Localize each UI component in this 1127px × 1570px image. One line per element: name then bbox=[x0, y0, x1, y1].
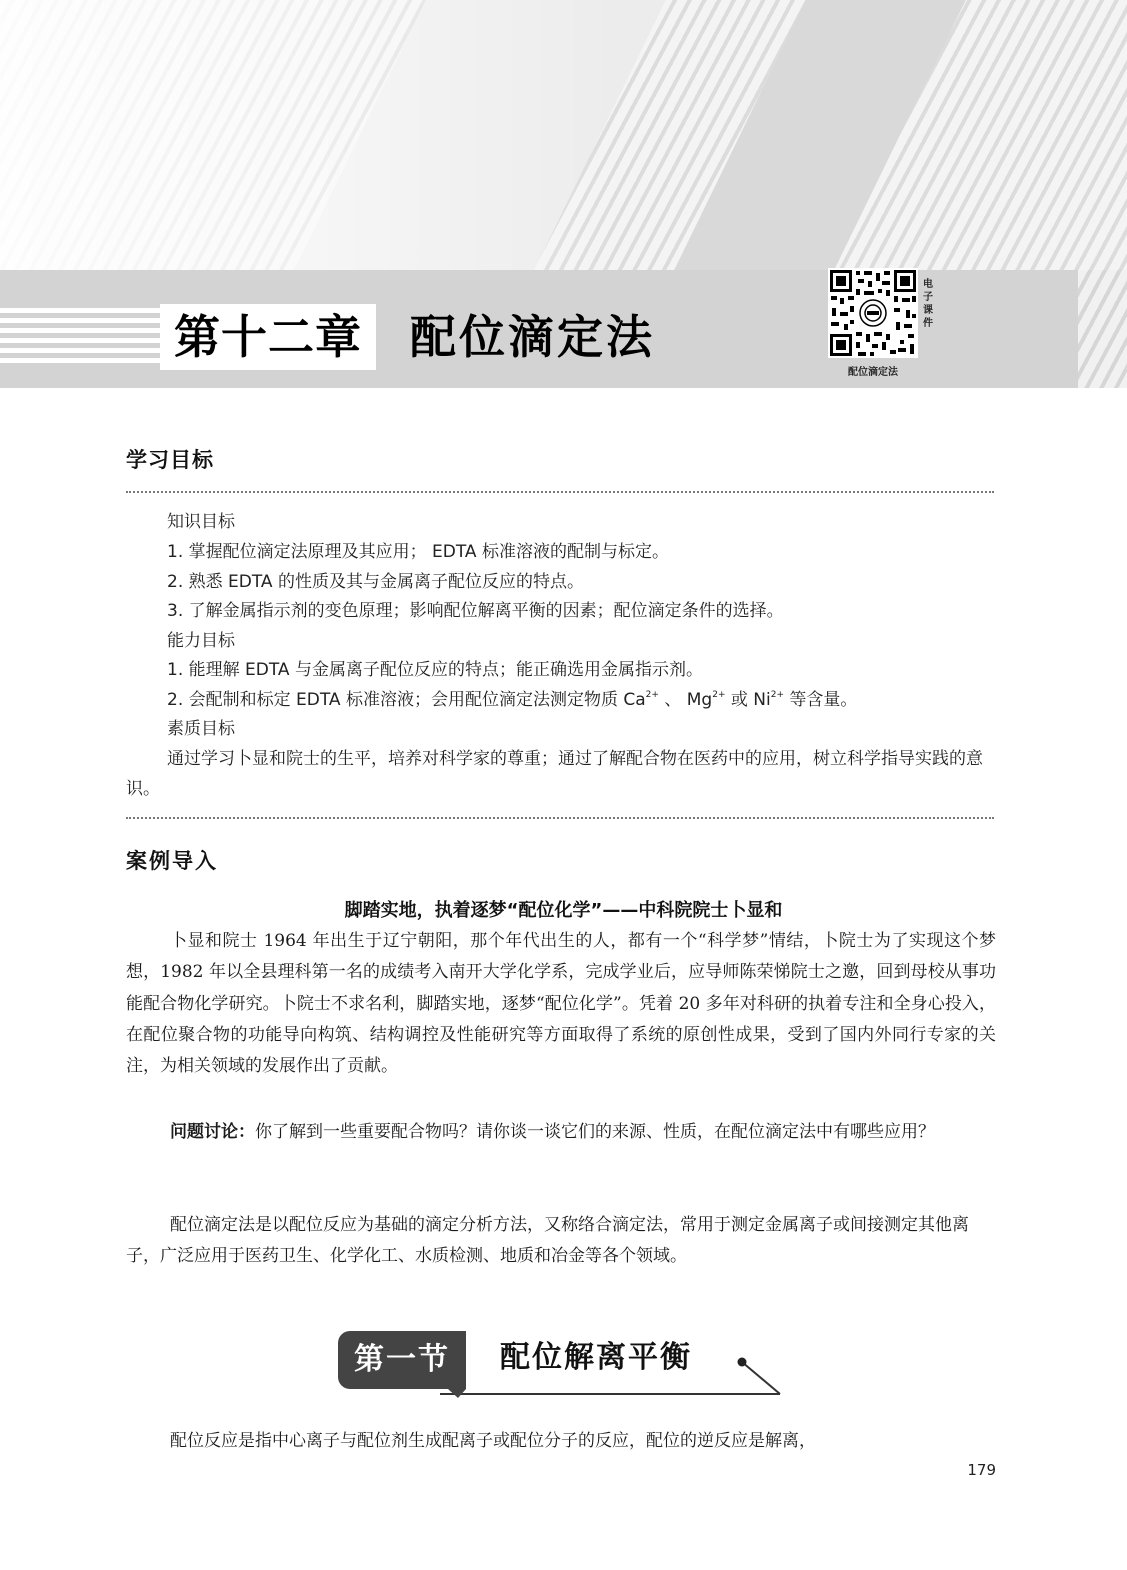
ion-charge: 2+ bbox=[712, 690, 726, 700]
objective-text: 等含量。 bbox=[784, 690, 858, 710]
objective-text: 2. 会配制和标定 EDTA 标准溶液；会用配位滴定法测定物质 Ca bbox=[167, 690, 646, 710]
objective-text: 、 Mg bbox=[658, 690, 713, 710]
case-story: 卜显和院士 1964 年出生于辽宁朝阳，那个年代出生的人，都有一个“科学梦”情结，卜院士为了实现这个梦想，1982 年以全县理科第一名的成绩考入南开大学化学系，完成学业后，应导师陈荣悌院士之邀，回到母校从事功能配合物化学研究。卜院士不求名利，脚踏实地，逐梦“配位化学”。凭着 20 多年对科研的执着专注和全身心投入，在配位聚合物的功能导向构筑、结构调控及性能研究等方面取得了系统的原创性成果，受到了国内外同行专家的关注，为相关领域的发展作出了贡献。 bbox=[126, 931, 996, 1077]
chapter-band-stripe-edge bbox=[1078, 270, 1127, 388]
ion-charge: 2+ bbox=[645, 690, 659, 700]
section-title: 配位解离平衡 bbox=[500, 1340, 692, 1375]
intro-paragraph: 配位滴定法是以配位反应为基础的滴定分析方法，又称络合滴定法，常用于测定金属离子或间接测定其他离子，广泛应用于医药卫生、化学化工、水质检测、地质和冶金等各个领域。 bbox=[126, 1215, 969, 1267]
qr-caption: 配位滴定法 bbox=[848, 367, 898, 378]
objective-line: 3. 了解金属指示剂的变色原理；影响配位解离平衡的因素；配位滴定条件的选择。 bbox=[167, 601, 784, 621]
objectives-top-divider bbox=[126, 491, 994, 493]
objective-line: 1. 能理解 EDTA 与金属离子配位反应的特点；能正确选用金属指示剂。 bbox=[167, 660, 703, 680]
discussion-label: 问题讨论： bbox=[170, 1122, 255, 1142]
quality-heading: 素质目标 bbox=[167, 719, 235, 739]
page-number: 179 bbox=[967, 1461, 996, 1479]
section-number-badge: 第一节 bbox=[338, 1331, 466, 1389]
objective-line: 能力目标 bbox=[167, 631, 235, 651]
qr-side-label: 电子课件 bbox=[923, 279, 933, 329]
body-paragraph: 配位反应是指中心离子与配位剂生成配离子或配位分子的反应，配位的逆反应是解离， bbox=[170, 1431, 816, 1451]
case-discussion bbox=[126, 1117, 996, 1148]
chapter-title: 配位滴定法 bbox=[410, 310, 655, 364]
objective-line-ions bbox=[167, 690, 857, 710]
objectives-heading: 学习目标 bbox=[126, 448, 214, 472]
discussion-text: 你了解到一些重要配合物吗？请你谈一谈它们的来源、性质，在配位滴定法中有哪些应用？ bbox=[255, 1122, 935, 1142]
quality-text: 通过学习卜显和院士的生平，培养对科学家的尊重；通过了解配合物在医药中的应用，树立科学指导实践的意识。 bbox=[126, 749, 983, 799]
qr-code-icon[interactable] bbox=[828, 268, 918, 358]
objective-line: 知识目标 bbox=[167, 512, 235, 532]
objective-text: 或 Ni bbox=[725, 690, 771, 710]
case-heading: 案例导入 bbox=[126, 849, 218, 873]
objective-line: 1. 掌握配位滴定法原理及其应用； EDTA 标准溶液的配制与标定。 bbox=[167, 542, 669, 562]
header-fade-overlay bbox=[0, 0, 1127, 270]
objectives-bottom-divider bbox=[126, 817, 994, 819]
chapter-band-lines bbox=[0, 308, 160, 364]
case-title: 脚踏实地，执着逐梦“配位化学”——中科院院士卜显和 bbox=[344, 900, 783, 921]
ion-charge: 2+ bbox=[770, 690, 785, 700]
objective-line: 2. 熟悉 EDTA 的性质及其与金属离子配位反应的特点。 bbox=[167, 572, 584, 592]
chapter-number: 第十二章 bbox=[160, 304, 376, 370]
